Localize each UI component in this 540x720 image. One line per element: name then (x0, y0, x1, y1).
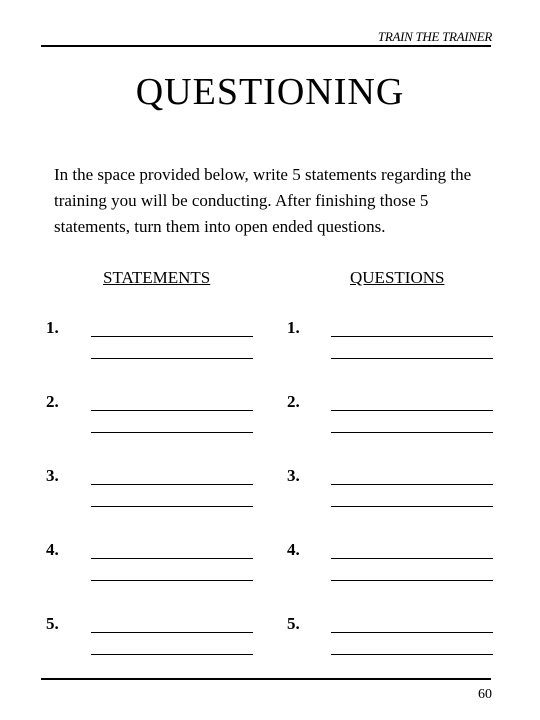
page-title: QUESTIONING (135, 71, 405, 113)
question-answer-line[interactable] (331, 506, 493, 507)
statement-number: 2. (46, 392, 59, 411)
question-number: 5. (287, 614, 300, 633)
question-answer-line[interactable] (331, 432, 493, 433)
statement-answer-line[interactable] (91, 580, 253, 581)
question-answer-line[interactable] (331, 654, 493, 655)
statement-answer-line[interactable] (91, 336, 253, 337)
footer-rule (41, 678, 491, 680)
statement-number: 4. (46, 540, 59, 559)
statement-number: 3. (46, 466, 59, 485)
statement-answer-line[interactable] (91, 654, 253, 655)
statement-answer-line[interactable] (91, 410, 253, 411)
instructions-paragraph: In the space provided below, write 5 statements regarding the training you will be conducting. After finishing those 5 statements, turn them into open ended questions. (54, 165, 472, 236)
question-answer-line[interactable] (331, 558, 493, 559)
question-number: 2. (287, 392, 300, 411)
running-header: TRAIN THE TRAINER (377, 29, 492, 44)
statement-answer-line[interactable] (91, 432, 253, 433)
statement-number: 1. (46, 318, 59, 337)
statement-answer-line[interactable] (91, 558, 253, 559)
question-number: 3. (287, 466, 300, 485)
statement-number: 5. (46, 614, 59, 633)
statement-answer-line[interactable] (91, 358, 253, 359)
statements-column-header: STATEMENTS (103, 268, 211, 287)
question-answer-line[interactable] (331, 410, 493, 411)
statement-answer-line[interactable] (91, 484, 253, 485)
question-answer-line[interactable] (331, 632, 493, 633)
question-answer-line[interactable] (331, 336, 493, 337)
question-answer-line[interactable] (331, 580, 493, 581)
header-rule (41, 45, 491, 47)
question-answer-line[interactable] (331, 484, 493, 485)
statement-answer-line[interactable] (91, 506, 253, 507)
questions-column-header: QUESTIONS (350, 268, 445, 287)
question-number: 1. (287, 318, 300, 337)
statement-answer-line[interactable] (91, 632, 253, 633)
page-number: 60 (478, 687, 492, 702)
question-number: 4. (287, 540, 300, 559)
question-answer-line[interactable] (331, 358, 493, 359)
